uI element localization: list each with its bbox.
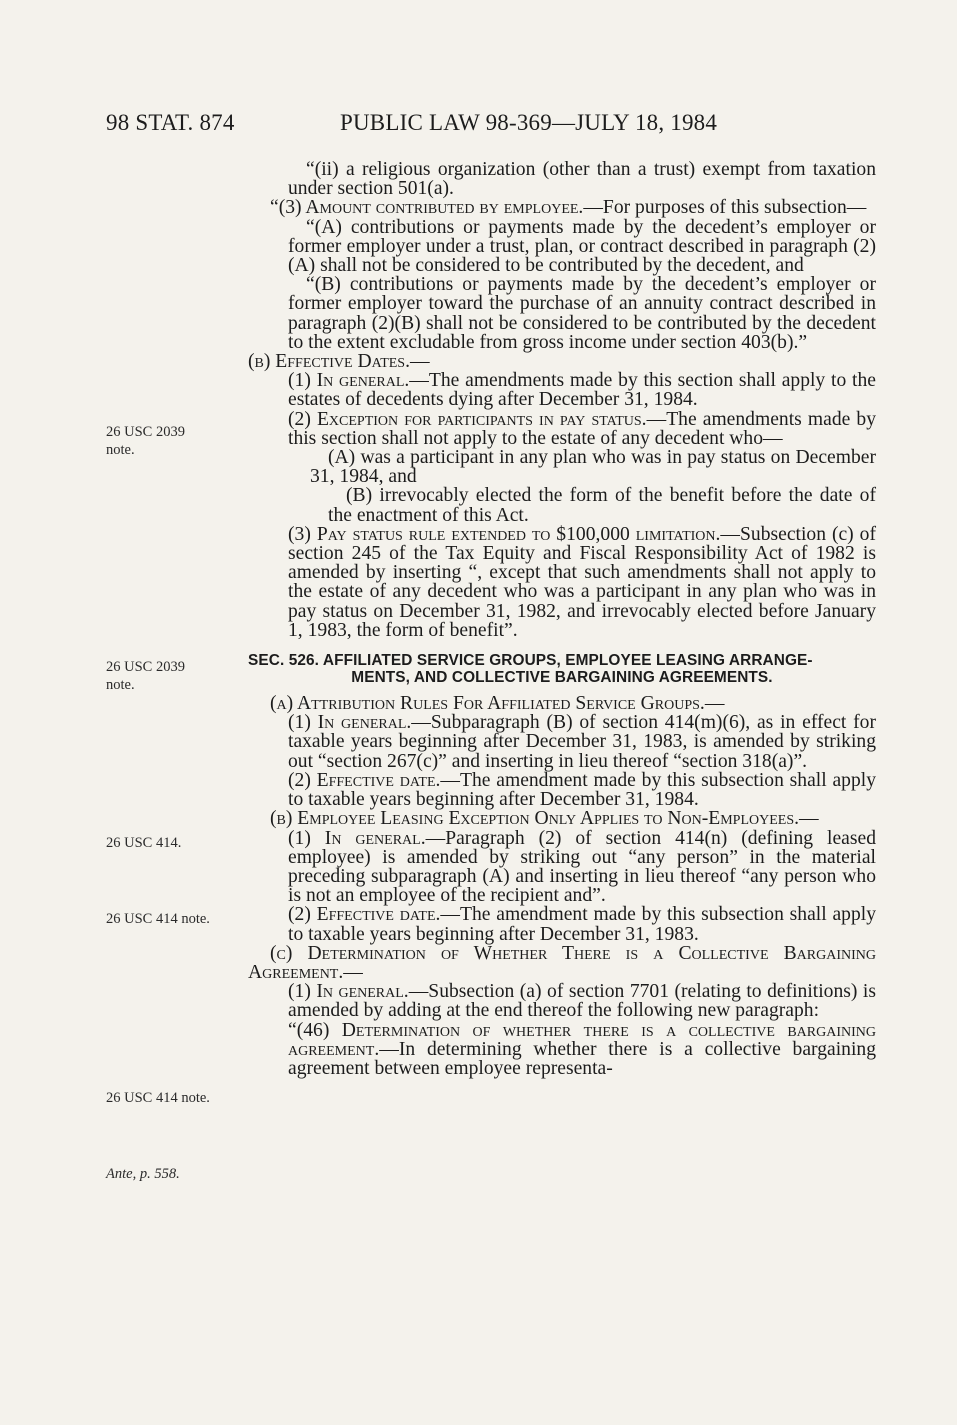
paragraph: (1) In general.—Subsection (a) of section 7701 (relating to definitions) is amended by adding at the end thereof the following new paragraph: [288, 981, 876, 1022]
paragraph: (2) Effective date.—The amendment made by this subsection shall apply to taxable years beginning after December 31, 1984. [288, 769, 876, 811]
paragraph: (3) Pay status rule extended to $100,000 limitation.—Subsection (c) of section 245 of the Tax Equity and Fiscal Responsibility Act of 1982 is amended by inserting “, except that such amendments shall not apply to the estate of any decedent who was a participant in any plan who was in pay status on December 31, 1982, and irrevocably elected before January 1, 1983, the form of benefit”. [288, 523, 876, 641]
margin-note: note. [106, 442, 135, 458]
paragraph: (b) Employee Leasing Exception Only Applies to Non-Employees.— [270, 808, 819, 830]
section-heading: SEC. 526. AFFILIATED SERVICE GROUPS, EMPLOYEE LEASING ARRANGE- MENTS, AND COLLECTIVE BARGAINING AGREEMENTS. [248, 652, 813, 687]
margin-note: Ante, p. 558. [106, 1166, 180, 1182]
margin-note: 26 USC 414 note. [106, 1090, 210, 1106]
page-title: PUBLIC LAW 98-369—JULY 18, 1984 [340, 110, 718, 135]
statute-body [248, 160, 876, 1078]
paragraph: (A) was a participant in any plan who was in pay status on December 31, 1984, and [310, 447, 876, 488]
paragraph: (2) Exception for participants in pay status.—The amendments made by this section shall not apply to the estate of any decedent who— [288, 408, 877, 449]
margin-note: 26 USC 414. [106, 835, 182, 851]
margin-note: 26 USC 2039 [106, 659, 185, 675]
paragraph: (B) irrevocably elected the form of the benefit before the date of the enactment of this Act. [328, 485, 876, 526]
paragraph: “(ii) a religious organization (other than a trust) exempt from taxation under section 501(a). [288, 159, 876, 200]
margin-note: note. [106, 677, 135, 693]
margin-note: 26 USC 414 note. [106, 911, 210, 927]
paragraph: (1) In general.—Subparagraph (B) of section 414(m)(6), as in effect for taxable years beginning after December 31, 1983, is amended by striking out “section 267(c)” and inserting in lieu thereof “section 318(a)”. [288, 712, 876, 772]
paragraph: (1) In general.—Paragraph (2) of section 414(n) (defining leased employee) is amended by striking out “any person” in the material preceding subparagraph (A) and inserting in lieu thereof “any person who is not an employee of the recipient and”. [288, 827, 876, 907]
paragraph: (1) In general.—The amendments made by this section shall apply to the estates of decedents dying after December 31, 1984. [288, 370, 876, 411]
paragraph: “(A) contributions or payments made by the decedent’s employer or former employer under a trust, plan, or contract described in paragraph (2)(A) shall not be considered to be contributed by the decedent, and [288, 216, 876, 277]
paragraph: “(46) Determination of whether there is a collective bargaining agreement.—In determining whether there is a collective bargaining agreement between employee representa- [288, 1019, 876, 1079]
paragraph: (c) Determination of Whether There is a Collective Bargaining Agreement.— [248, 942, 876, 983]
paragraph: “(B) contributions or payments made by the decedent’s employer or former employer toward the purchase of an annuity contract described in paragraph (2)(B) shall not be considered to be contributed by the decedent to the extent excludable from gross income under section 403(b).” [288, 274, 876, 353]
page-ref: 98 STAT. 874 [106, 110, 235, 135]
paragraph: “(3) Amount contributed by employee.—For purposes of this subsection— [270, 197, 867, 219]
margin-note: 26 USC 2039 [106, 424, 185, 440]
paragraph: (b) Effective Dates.— [248, 351, 430, 373]
paragraph: (2) Effective date.—The amendment made by this subsection shall apply to taxable years beginning after December 31, 1983. [288, 904, 876, 945]
paragraph: (a) Attribution Rules For Affiliated Service Groups.— [270, 693, 725, 715]
